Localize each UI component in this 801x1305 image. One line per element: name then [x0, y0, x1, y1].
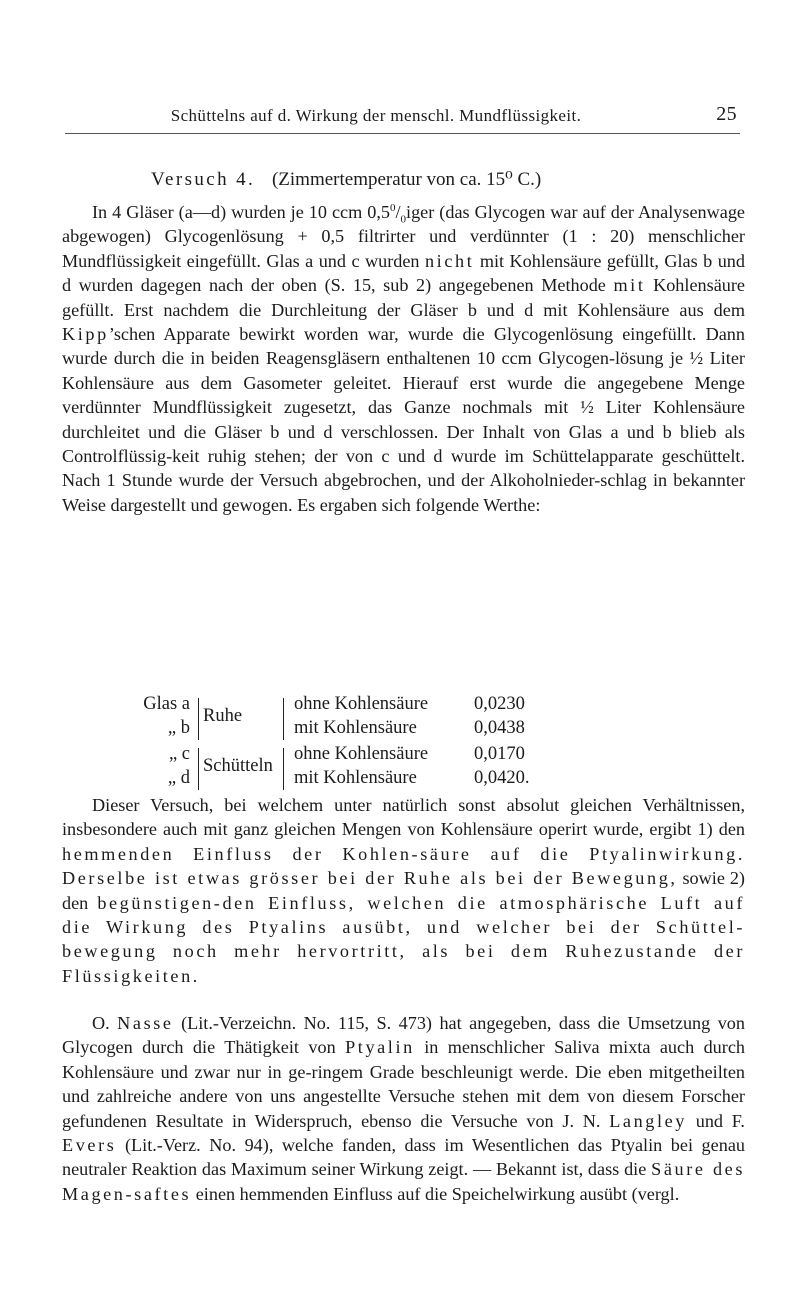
text-run: 0 [389, 201, 396, 214]
glass-label: „ d [167, 768, 190, 788]
text-run: ’schen Apparate bewirkt worden war, wurde die Glycogenlösung eingefüllt. Dann wurde durch die in beiden Reagensgläsern enthaltenen 10 ccm Glycogen-lösung je ½ Liter Kohlensäure aus dem Gasometer geleitet. Hierauf erst wurde die angegebene Menge verdünnter Mundflüssigkeit zugesetzt, das Ganze nochmals mit ½ Liter Kohlensäure durchleitet und die Gläser b und d verschlossen. Der Inhalt von Glas a und b blieb als Controlflüssig-keit ruhig stehen; der von c und d wurde im Schüttelapparate geschüttelt. Nach 1 Stunde wurde der Versuch abgebrochen, und der Alkoholnieder-schlag in bekannter Weise dargestellt und gewogen. Es ergaben sich folgende Werthe: [62, 324, 745, 515]
text-run: sowie 2) den [62, 868, 745, 913]
right-brace [283, 698, 287, 740]
glass-label: „ c [168, 744, 190, 764]
experiment-condition: (Zimmertemperatur von ca. 15⁰ C.) [271, 169, 542, 190]
text-run: und F. [687, 1110, 745, 1131]
condition-label: ohne Kohlensäure [294, 744, 429, 764]
text-run: In 4 Gläser (a—d) wurden je 10 ccm 0,5 [92, 202, 390, 222]
emphasis-text: hemmenden Einfluss der Kohlen-säure auf die Ptyalinwirkung. Derselbe ist etwas grösser bei der Ruhe als bei der Bewegung, [62, 843, 745, 889]
emphasis-text: Kipp [62, 324, 109, 345]
glass-label: „ b [167, 718, 190, 738]
group-label-rest: Ruhe [203, 706, 243, 726]
results-table [94, 694, 694, 792]
text-run: (Lit.-Verz. No. 94), welche fanden, dass im Wesentlichen das Ptyalin bei genau neutraler Reaktion das Maximum seiner Wirkung zeigt. — Bekannt ist, dass die [62, 1135, 745, 1180]
group-label-shaking: Schütteln [203, 756, 273, 776]
text-run: in menschlicher Saliva mixta auch durch Kohlensäure und zwar nur in ge-ringem Grade beschleunigt werde. Die eben mitgetheilten und zahlreiche andere von uns angestellte Versuche stehen mit dem von diesem Forscher gefundenen Resultate in Widerspruch, ebenso die Versuche von J. N. [62, 1037, 745, 1131]
paragraph-discussion [62, 1011, 745, 1206]
result-value: 0,0438 [474, 718, 525, 738]
emphasis-text: begünstigen-den Einfluss, welchen die atmosphärische Luft auf die Wirkung des Ptyalins ausübt, und welcher bei der Schüttel-bewegung noch mehr hervortritt, als bei dem Ruhezustande der Flüssigkeiten. [62, 892, 746, 986]
emphasis-text: Säure des Magen-saftes [62, 1159, 745, 1204]
text-run: Dieser Versuch, bei welchem unter natürlich sonst absolut gleichen Verhältnissen, insbesondere auch mit ganz gleichen Mengen von Kohlensäure operirt wurde, ergibt 1) den [62, 795, 745, 840]
glass-label: Glas a [143, 694, 190, 714]
header-rule [65, 133, 740, 134]
running-head [65, 103, 737, 134]
paragraph-conclusion [62, 793, 745, 988]
condition-label: ohne Kohlensäure [294, 694, 429, 714]
text-run: / [395, 202, 401, 222]
author-name: Nasse [117, 1013, 174, 1033]
text-run: mit Kohlensäure gefüllt, Glas b und d wurden dagegen nach der oben (S. 15, sub 2) angegebenen Methode [62, 250, 745, 296]
result-value: 0,0420. [474, 768, 530, 788]
author-name: Langley [609, 1110, 687, 1131]
emphasis-text: Ptyalin [345, 1037, 415, 1058]
result-value: 0,0230 [474, 694, 525, 714]
page-number: 25 [716, 103, 737, 125]
text-run: O. [92, 1013, 118, 1033]
text-run: Kohlensäure gefüllt. Erst nachdem die Durchleitung der Gläser b und d mit Kohlensäure aus dem [62, 275, 745, 320]
experiment-label: Versuch 4. [151, 169, 256, 190]
emphasis-text: mit [613, 275, 646, 296]
author-name: Evers [62, 1135, 117, 1156]
right-brace [283, 748, 287, 790]
result-value: 0,0170 [474, 744, 525, 764]
emphasis-text: nicht [424, 250, 475, 271]
left-brace [195, 748, 199, 790]
running-head-title: Schüttelns auf d. Wirkung der menschl. Mundflüssigkeit. [170, 106, 582, 125]
paragraph-method [62, 200, 745, 517]
condition-label: mit Kohlensäure [294, 718, 417, 738]
text-run: einen hemmenden Einfluss auf die Speichelwirkung ausübt (vergl. [191, 1183, 680, 1204]
text-run: 0 [400, 213, 407, 226]
text-run: iger (das Glycogen war auf der Analysenwage abgewogen) Glycogenlösung + 0,5 filtrirter und verdünnter (1 : 20) menschlicher Mundflüssigkeit eingefüllt. Glas a und c wurden [62, 202, 746, 271]
section-heading [151, 168, 541, 191]
text-run: (Lit.-Verzeichn. No. 115, S. 473) hat angegeben, dass die Umsetzung von Glycogen durch die Thätigkeit von [62, 1013, 745, 1058]
left-brace [195, 698, 199, 740]
condition-label: mit Kohlensäure [294, 768, 417, 788]
